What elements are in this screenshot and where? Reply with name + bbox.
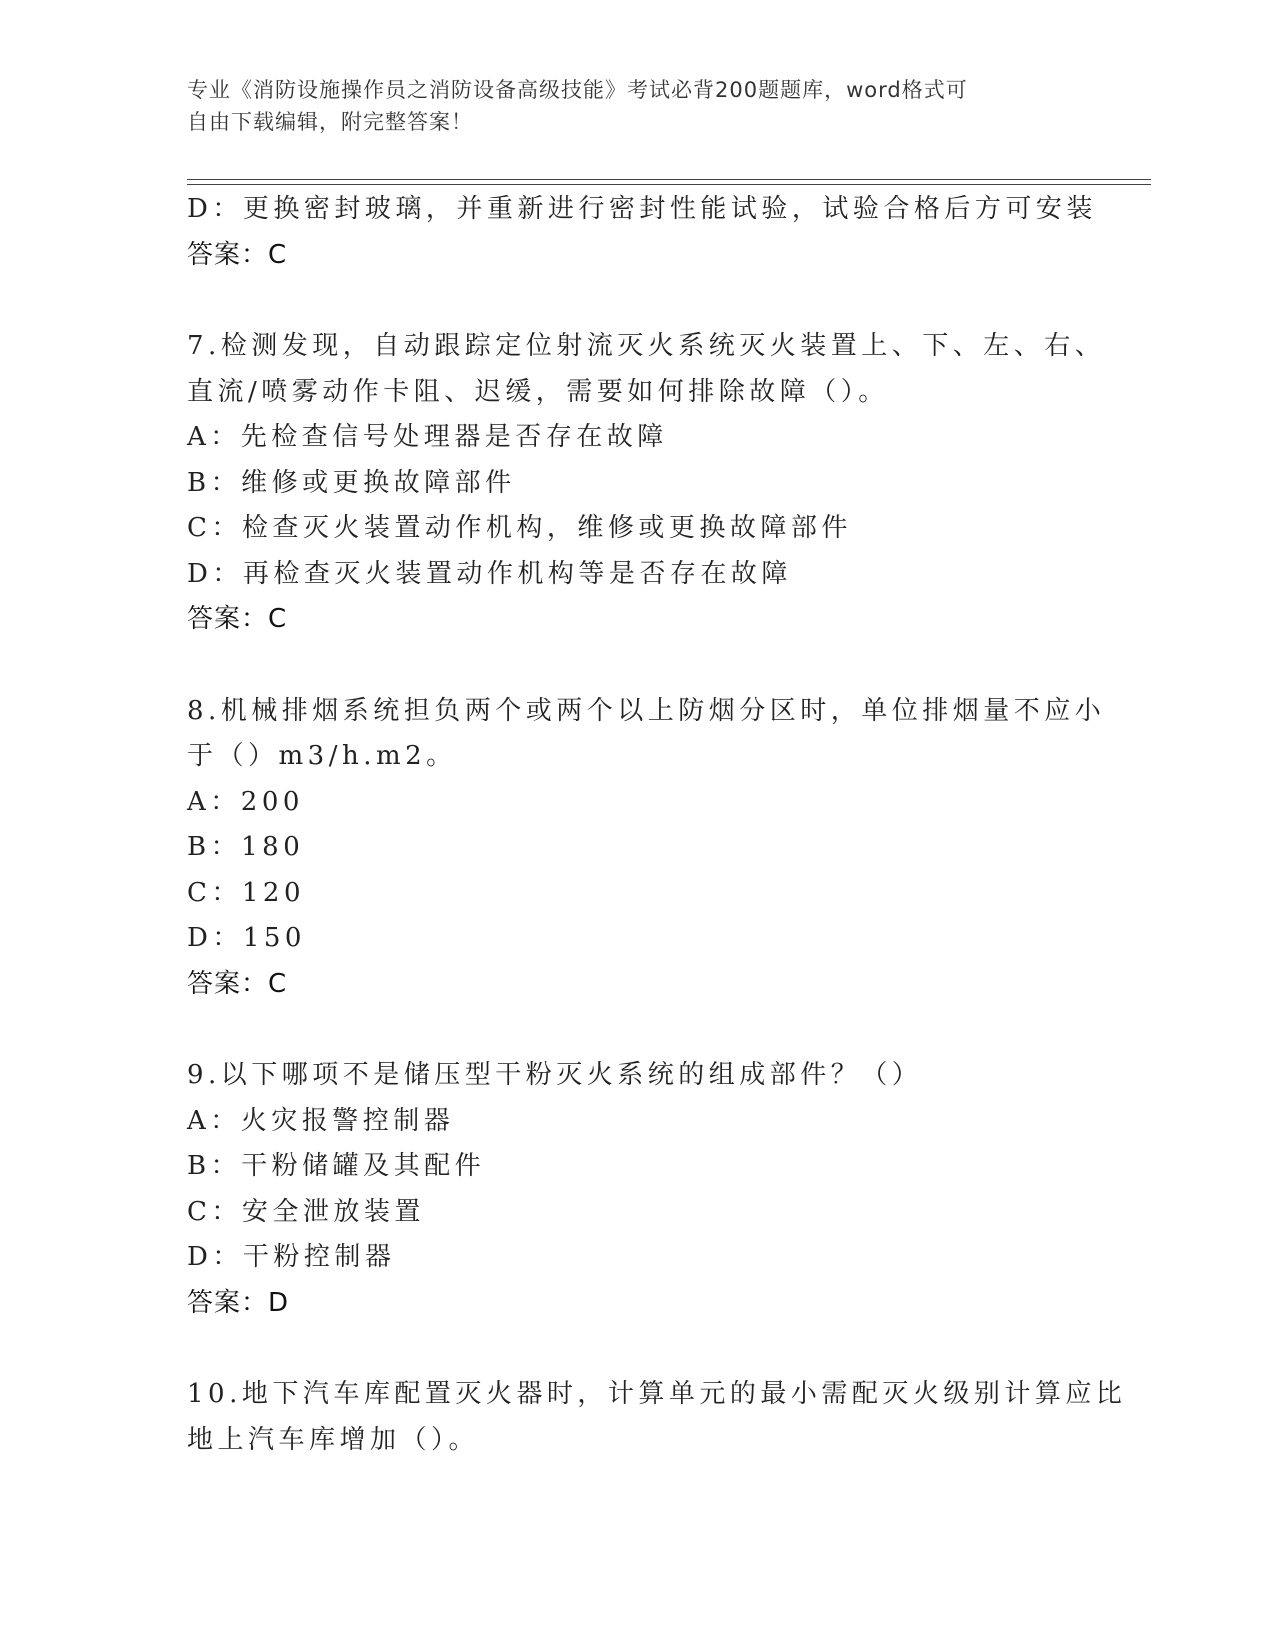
spacer [187,1007,1067,1053]
option-d: D：再检查灭火装置动作机构等是否存在故障 [187,558,792,589]
option-c: C：安全泄放装置 [187,1196,425,1227]
question-text-line-1: 8.机械排烟系统担负两个或两个以上防烟分区时，单位排烟量不应小 [187,695,1106,726]
option-b: B：180 [187,832,305,862]
spacer [187,643,1067,689]
spacer [187,278,1067,324]
document-body [187,187,1127,1463]
header-double-rule [187,179,1151,185]
question-text-line-1: 9.以下哪项不是储压型干粉灭火系统的组成部件？（） [187,1060,923,1090]
header-line-1: 专业《消防设施操作员之消防设备高级技能》考试必背200题题库，word格式可 [187,78,968,102]
option-c: C：检查灭火装置动作机构，维修或更换故障部件 [187,513,852,543]
option-b: B：干粉储罐及其配件 [187,1151,486,1181]
question-7 [187,324,1106,643]
answer: 答案：D [187,1287,290,1318]
option-a: A：火灾报警控制器 [187,1105,455,1136]
option-b: B：维修或更换故障部件 [187,467,516,498]
question-text-line-2: 于（）m3/h.m2。 [187,741,457,771]
option-d: D：干粉控制器 [187,1242,396,1272]
spacer [187,1326,1067,1372]
question-10 [187,1372,1127,1463]
question-text-line-1: 10.地下汽车库配置灭火器时，计算单元的最小需配灭火级别计算应比 [187,1379,1127,1409]
question-8 [187,689,1106,1008]
option-d: D：150 [187,923,306,953]
option-c: C：120 [187,877,306,908]
question-text-line-2: 直流/喷雾动作卡阻、迟缓，需要如何排除故障（）。 [187,376,889,407]
document-header [187,74,1067,138]
option-a: A：200 [187,786,304,817]
question-text-line-1: 7.检测发现，自动跟踪定位射流灭火系统灭火装置上、下、左、右、 [187,331,1106,361]
answer: 答案：C [187,968,288,999]
answer: 答案：C [187,604,288,634]
answer: 答案：C [187,239,288,270]
header-line-2: 自由下载编辑，附完整答案！ [187,110,473,134]
question-9 [187,1053,1067,1326]
option-d: D：更换密封玻璃，并重新进行密封性能试验，试验合格后方可安装 [187,194,1097,224]
option-a: A：先检查信号处理器是否存在故障 [187,422,668,452]
question-text-line-2: 地上汽车库增加（）。 [187,1424,480,1455]
question-6-tail [187,187,1097,278]
